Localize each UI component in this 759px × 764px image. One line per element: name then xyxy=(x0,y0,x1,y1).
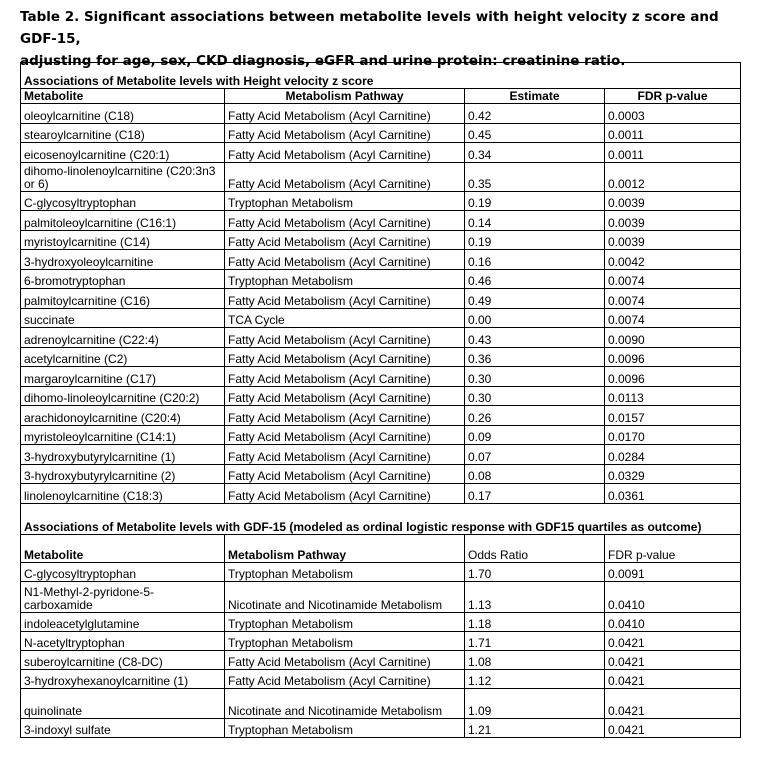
cell-fdr: 0.0096 xyxy=(605,367,741,387)
cell-pathway: Tryptophan Metabolism xyxy=(225,269,465,289)
table-row xyxy=(21,191,741,211)
table-row xyxy=(21,425,741,445)
cell-pathway: Fatty Acid Metabolism (Acyl Carnitine) xyxy=(225,347,465,367)
cell-metabolite: quinolinate xyxy=(21,689,225,719)
cell-metabolite: 3-hydroxybutyrylcarnitine (2) xyxy=(21,464,225,484)
cell-metabolite: palmitoylcarnitine (C16) xyxy=(21,289,225,309)
cell-fdr: 0.0074 xyxy=(605,269,741,289)
table-row xyxy=(21,406,741,426)
table-row xyxy=(21,651,741,670)
table-row xyxy=(21,211,741,231)
cell-pathway: Fatty Acid Metabolism (Acyl Carnitine) xyxy=(225,328,465,348)
cell-value: 0.34 xyxy=(465,143,605,163)
cell-fdr: 0.0074 xyxy=(605,308,741,328)
table-row xyxy=(21,632,741,651)
cell-pathway: Fatty Acid Metabolism (Acyl Carnitine) xyxy=(225,289,465,309)
cell-pathway: Fatty Acid Metabolism (Acyl Carnitine) xyxy=(225,425,465,445)
cell-metabolite: linolenoylcarnitine (C18:3) xyxy=(21,484,225,504)
table-row xyxy=(21,289,741,309)
column-header-metabolite: Metabolite xyxy=(21,89,225,104)
cell-pathway: Nicotinate and Nicotinamide Metabolism xyxy=(225,582,465,613)
cell-value: 0.08 xyxy=(465,464,605,484)
table-row xyxy=(21,670,741,689)
cell-pathway: Tryptophan Metabolism xyxy=(225,191,465,211)
cell-fdr: 0.0421 xyxy=(605,719,741,738)
cell-fdr: 0.0091 xyxy=(605,563,741,582)
cell-metabolite: succinate xyxy=(21,308,225,328)
cell-value: 0.30 xyxy=(465,367,605,387)
cell-metabolite: oleoylcarnitine (C18) xyxy=(21,104,225,124)
table-row xyxy=(21,269,741,289)
cell-value: 0.26 xyxy=(465,406,605,426)
cell-metabolite: palmitoleoylcarnitine (C16:1) xyxy=(21,211,225,231)
cell-fdr: 0.0421 xyxy=(605,689,741,719)
cell-value: 0.00 xyxy=(465,308,605,328)
cell-pathway: Fatty Acid Metabolism (Acyl Carnitine) xyxy=(225,104,465,124)
cell-metabolite: adrenoylcarnitine (C22:4) xyxy=(21,328,225,348)
cell-fdr: 0.0011 xyxy=(605,143,741,163)
cell-pathway: Fatty Acid Metabolism (Acyl Carnitine) xyxy=(225,445,465,465)
cell-metabolite: myristoylcarnitine (C14) xyxy=(21,230,225,250)
cell-metabolite: myristoleoylcarnitine (C14:1) xyxy=(21,425,225,445)
cell-value: 0.16 xyxy=(465,250,605,270)
table-row xyxy=(21,104,741,124)
cell-value: 0.09 xyxy=(465,425,605,445)
cell-fdr: 0.0039 xyxy=(605,211,741,231)
section1-header-row xyxy=(21,89,741,104)
table-row xyxy=(21,328,741,348)
cell-fdr: 0.0329 xyxy=(605,464,741,484)
cell-pathway: Tryptophan Metabolism xyxy=(225,632,465,651)
cell-value: 0.45 xyxy=(465,123,605,143)
table-row xyxy=(21,719,741,738)
cell-pathway: Tryptophan Metabolism xyxy=(225,719,465,738)
section2-title-row xyxy=(21,504,741,535)
section2-title: Associations of Metabolite levels with GDF-15 (modeled as ordinal logistic response with GDF15 quartiles as outcome) xyxy=(21,504,741,535)
table-row xyxy=(21,563,741,582)
cell-pathway: Fatty Acid Metabolism (Acyl Carnitine) xyxy=(225,143,465,163)
cell-pathway: Nicotinate and Nicotinamide Metabolism xyxy=(225,689,465,719)
table-row xyxy=(21,367,741,387)
table-row xyxy=(21,613,741,632)
table-row xyxy=(21,689,741,719)
cell-fdr: 0.0090 xyxy=(605,328,741,348)
cell-value: 0.46 xyxy=(465,269,605,289)
table-row xyxy=(21,162,741,191)
section1-title-row xyxy=(21,63,741,89)
cell-value: 0.42 xyxy=(465,104,605,124)
cell-pathway: Fatty Acid Metabolism (Acyl Carnitine) xyxy=(225,123,465,143)
cell-pathway: Fatty Acid Metabolism (Acyl Carnitine) xyxy=(225,230,465,250)
cell-value: 1.71 xyxy=(465,632,605,651)
cell-metabolite: dihomo-linolenoylcarnitine (C20:3n3 or 6) xyxy=(21,162,225,191)
cell-value: 0.14 xyxy=(465,211,605,231)
cell-pathway: Fatty Acid Metabolism (Acyl Carnitine) xyxy=(225,367,465,387)
cell-value: 1.18 xyxy=(465,613,605,632)
cell-value: 1.21 xyxy=(465,719,605,738)
cell-pathway: Fatty Acid Metabolism (Acyl Carnitine) xyxy=(225,250,465,270)
cell-pathway: Fatty Acid Metabolism (Acyl Carnitine) xyxy=(225,211,465,231)
cell-metabolite: stearoylcarnitine (C18) xyxy=(21,123,225,143)
section1-title: Associations of Metabolite levels with Height velocity z score xyxy=(21,63,741,89)
table-row xyxy=(21,230,741,250)
cell-fdr: 0.0011 xyxy=(605,123,741,143)
cell-pathway: Fatty Acid Metabolism (Acyl Carnitine) xyxy=(225,651,465,670)
cell-metabolite: N-acetyltryptophan xyxy=(21,632,225,651)
cell-metabolite: C-glycosyltryptophan xyxy=(21,191,225,211)
cell-metabolite: C-glycosyltryptophan xyxy=(21,563,225,582)
cell-pathway: TCA Cycle xyxy=(225,308,465,328)
column-header-fdr: FDR p-value xyxy=(605,535,741,563)
cell-value: 0.19 xyxy=(465,191,605,211)
cell-metabolite: N1-Methyl-2-pyridone-5-carboxamide xyxy=(21,582,225,613)
cell-fdr: 0.0042 xyxy=(605,250,741,270)
cell-metabolite: 3-hydroxyhexanoylcarnitine (1) xyxy=(21,670,225,689)
cell-fdr: 0.0113 xyxy=(605,386,741,406)
caption-line-2: adjusting for age, sex, CKD diagnosis, eGFR and urine protein: creatinine ratio. xyxy=(20,53,626,69)
cell-fdr: 0.0012 xyxy=(605,162,741,191)
cell-pathway: Fatty Acid Metabolism (Acyl Carnitine) xyxy=(225,484,465,504)
column-header-metabolite: Metabolite xyxy=(21,535,225,563)
cell-fdr: 0.0003 xyxy=(605,104,741,124)
cell-metabolite: 6-bromotryptophan xyxy=(21,269,225,289)
cell-pathway: Fatty Acid Metabolism (Acyl Carnitine) xyxy=(225,670,465,689)
column-header-pathway: Metabolism Pathway xyxy=(225,535,465,563)
cell-fdr: 0.0074 xyxy=(605,289,741,309)
column-header-value: Estimate xyxy=(465,89,605,104)
cell-fdr: 0.0157 xyxy=(605,406,741,426)
cell-value: 0.36 xyxy=(465,347,605,367)
cell-fdr: 0.0421 xyxy=(605,651,741,670)
cell-metabolite: indoleacetylglutamine xyxy=(21,613,225,632)
cell-pathway: Fatty Acid Metabolism (Acyl Carnitine) xyxy=(225,386,465,406)
caption-line-1: Table 2. Significant associations between metabolite levels with height velocity z score and GDF-15, xyxy=(20,9,719,47)
cell-value: 1.08 xyxy=(465,651,605,670)
cell-pathway: Tryptophan Metabolism xyxy=(225,613,465,632)
cell-metabolite: acetylcarnitine (C2) xyxy=(21,347,225,367)
cell-value: 1.09 xyxy=(465,689,605,719)
cell-metabolite: 3-hydroxybutyrylcarnitine (1) xyxy=(21,445,225,465)
table-row xyxy=(21,308,741,328)
cell-value: 1.13 xyxy=(465,582,605,613)
cell-value: 0.19 xyxy=(465,230,605,250)
cell-pathway: Tryptophan Metabolism xyxy=(225,563,465,582)
cell-fdr: 0.0421 xyxy=(605,670,741,689)
table-row xyxy=(21,582,741,613)
cell-value: 1.70 xyxy=(465,563,605,582)
cell-fdr: 0.0421 xyxy=(605,632,741,651)
cell-value: 1.12 xyxy=(465,670,605,689)
table-row xyxy=(21,347,741,367)
cell-value: 0.43 xyxy=(465,328,605,348)
cell-metabolite: margaroylcarnitine (C17) xyxy=(21,367,225,387)
table-row xyxy=(21,250,741,270)
section2-header-row xyxy=(21,535,741,563)
cell-metabolite: suberoylcarnitine (C8-DC) xyxy=(21,651,225,670)
cell-fdr: 0.0284 xyxy=(605,445,741,465)
table-row xyxy=(21,386,741,406)
cell-value: 0.17 xyxy=(465,484,605,504)
cell-value: 0.49 xyxy=(465,289,605,309)
cell-fdr: 0.0410 xyxy=(605,582,741,613)
cell-metabolite: arachidonoylcarnitine (C20:4) xyxy=(21,406,225,426)
cell-value: 0.30 xyxy=(465,386,605,406)
column-header-fdr: FDR p-value xyxy=(605,89,741,104)
cell-metabolite: 3-hydroxyoleoylcarnitine xyxy=(21,250,225,270)
cell-fdr: 0.0410 xyxy=(605,613,741,632)
table-row xyxy=(21,484,741,504)
cell-fdr: 0.0039 xyxy=(605,191,741,211)
cell-metabolite: 3-indoxyl sulfate xyxy=(21,719,225,738)
table-row xyxy=(21,123,741,143)
table-row xyxy=(21,445,741,465)
table-row xyxy=(21,143,741,163)
cell-fdr: 0.0039 xyxy=(605,230,741,250)
cell-value: 0.07 xyxy=(465,445,605,465)
cell-metabolite: dihomo-linoleoylcarnitine (C20:2) xyxy=(21,386,225,406)
cell-fdr: 0.0096 xyxy=(605,347,741,367)
results-table-body xyxy=(21,63,741,738)
cell-fdr: 0.0361 xyxy=(605,484,741,504)
cell-pathway: Fatty Acid Metabolism (Acyl Carnitine) xyxy=(225,162,465,191)
cell-pathway: Fatty Acid Metabolism (Acyl Carnitine) xyxy=(225,464,465,484)
cell-fdr: 0.0170 xyxy=(605,425,741,445)
table-row xyxy=(21,464,741,484)
cell-metabolite: eicosenoylcarnitine (C20:1) xyxy=(21,143,225,163)
results-table xyxy=(20,62,741,738)
cell-pathway: Fatty Acid Metabolism (Acyl Carnitine) xyxy=(225,406,465,426)
cell-value: 0.35 xyxy=(465,162,605,191)
column-header-pathway: Metabolism Pathway xyxy=(225,89,465,104)
column-header-value: Odds Ratio xyxy=(465,535,605,563)
